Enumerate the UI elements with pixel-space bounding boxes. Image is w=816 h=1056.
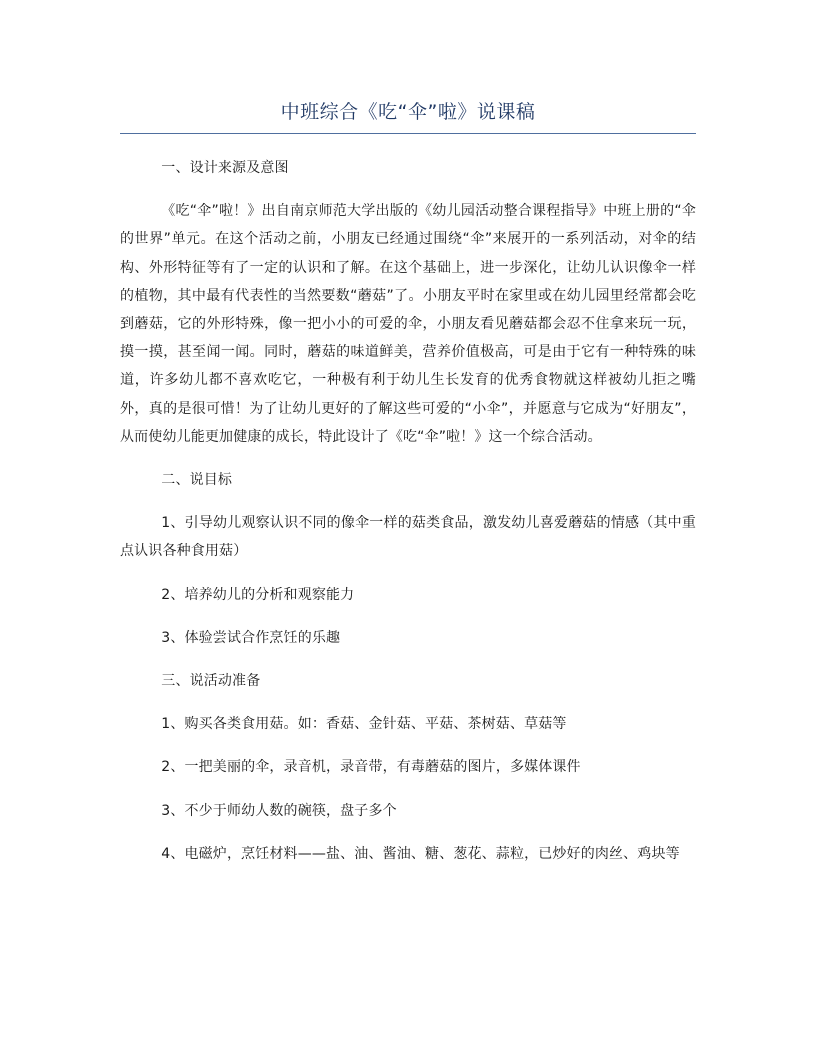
goal-item-2: 2、培养幼儿的分析和观察能力 (161, 586, 355, 603)
section-heading-source: 一、设计来源及意图 (161, 160, 289, 176)
prep-item-4: 4、电磁炉，烹饪材料——盐、油、酱油、糖、葱花、蒜粒，已炒好的肉丝、鸡块等 (161, 845, 680, 862)
prep-item-1: 1、购买各类食用菇。如：香菇、金针菇、平菇、茶树菇、草菇等 (161, 716, 567, 733)
section-heading-preparation: 三、说活动准备 (161, 673, 261, 690)
document-body (120, 154, 696, 883)
prep-item-2: 2、一把美丽的伞，录音机，录音带，有毒蘑菇的图片，多媒体课件 (161, 759, 581, 776)
document-title: 中班综合《吃“伞”啦》说课稿 (280, 101, 536, 123)
goal-item-1: 1、引导幼儿观察认识不同的像伞一样的菇类食品，激发幼儿喜爱蘑菇的情感（其中重点认识各种食用菇） (120, 515, 696, 560)
prep-item-3: 3、不少于师幼人数的碗筷，盘子多个 (161, 802, 397, 819)
goal-item-3: 3、体验尝试合作烹饪的乐趣 (161, 629, 341, 646)
title-underline (120, 133, 696, 134)
source-paragraph: 《吃“伞”啦！》出自南京师范大学出版的《幼儿园活动整合课程指导》中班上册的“伞的世界”单元。在这个活动之前，小朋友已经通过围绕“伞”来展开的一系列活动，对伞的结构、外形特征等有了一定的认识和了解。在这个基础上，进一步深化，让幼儿认识像伞一样的植物，其中最有代表性的当然要数“蘑菇”了。小朋友平时在家里或在幼儿园里经常都会吃到蘑菇，它的外形特殊，像一把小小的可爱的伞，小朋友看见蘑菇都会忍不住拿来玩一玩，摸一摸，甚至闻一闻。同时，蘑菇的味道鲜美，营养价值极高，可是由于它有一种特殊的味道，许多幼儿都不喜欢吃它，一种极有利于幼儿生长发育的优秀食物就这样被幼儿拒之嘴外，真的是很可惜！为了让幼儿更好的了解这些可爱的“小伞”，并愿意与它成为“好朋友”，从而使幼儿能更加健康的成长，特此设计了《吃“伞”啦！》这一个综合活动。 (120, 203, 696, 445)
section-heading-goals: 二、说目标 (161, 472, 233, 489)
